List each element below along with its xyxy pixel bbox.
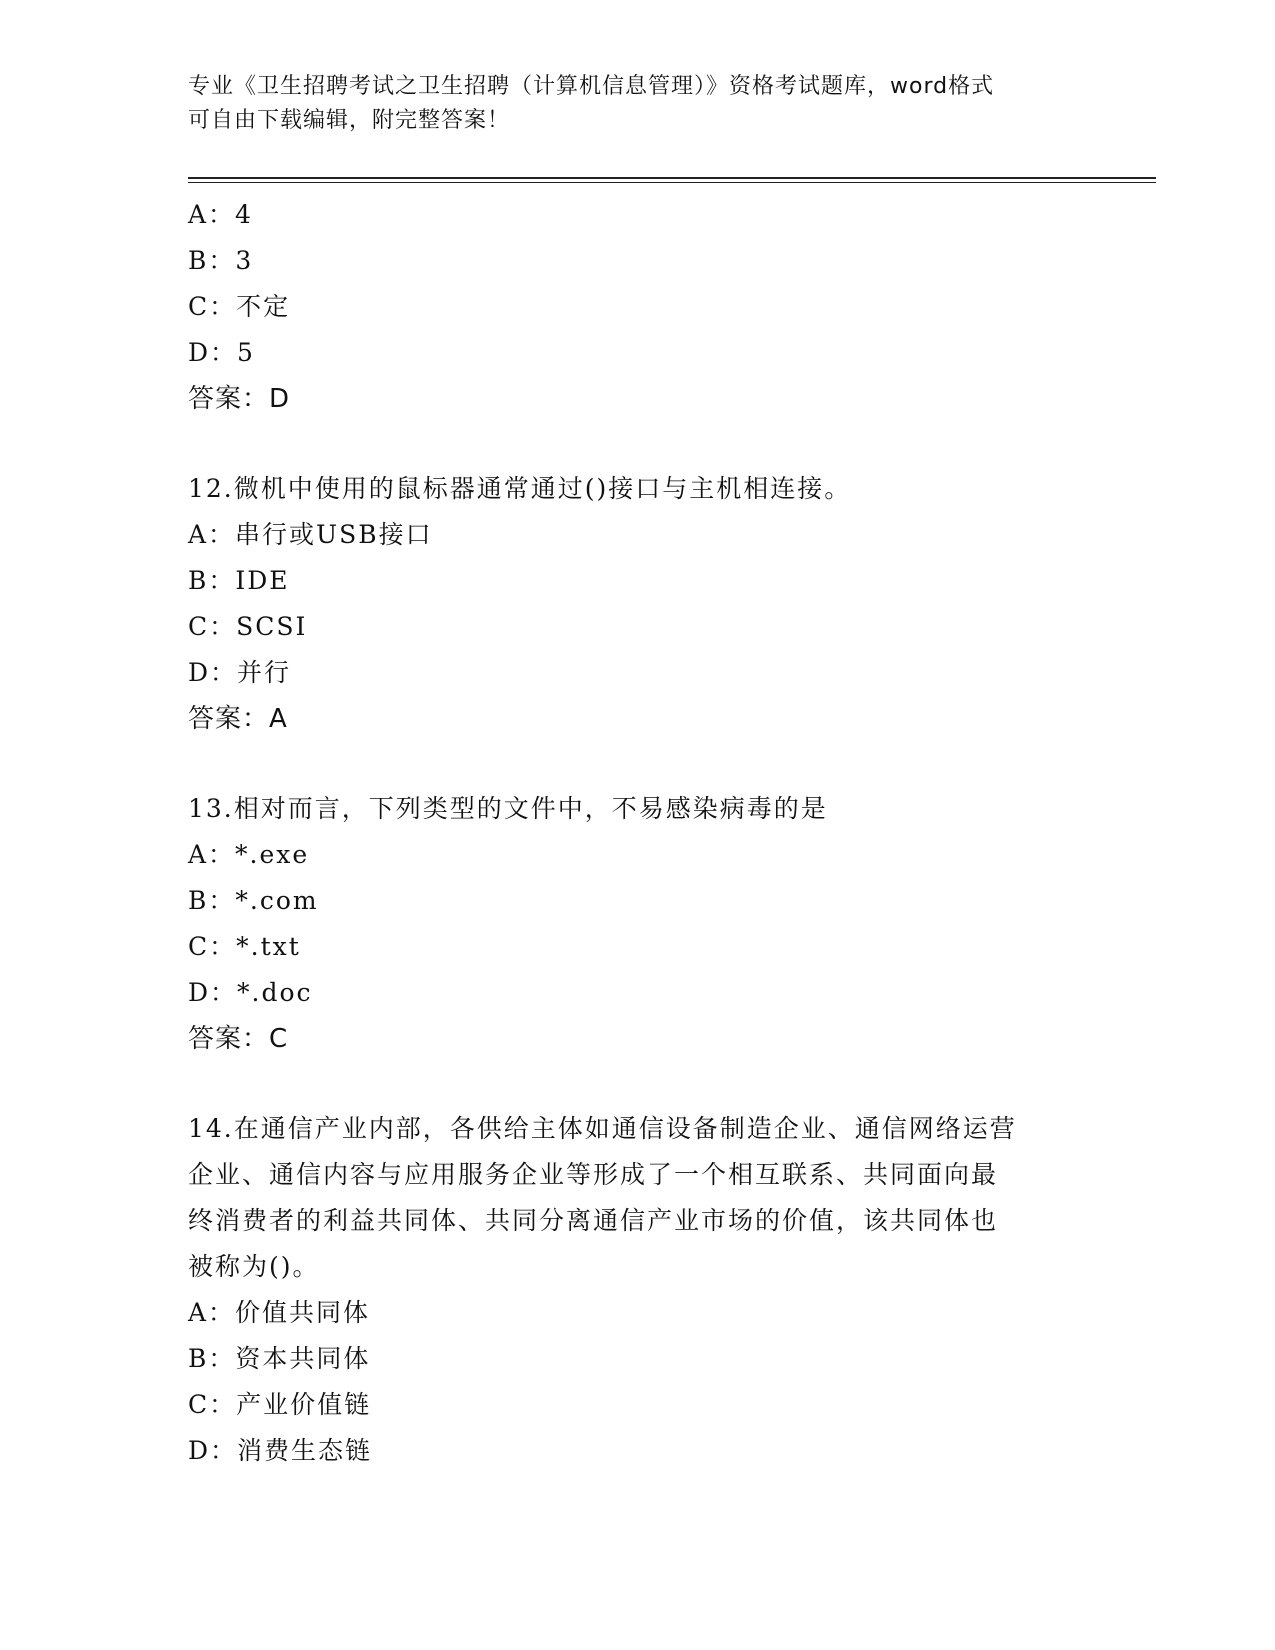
spacer <box>188 1062 1088 1106</box>
option-a: A：*.exe <box>188 840 310 869</box>
question-14 <box>188 1106 1088 1474</box>
option-d: D：消费生态链 <box>188 1436 373 1465</box>
question-stem <box>188 1106 1068 1290</box>
question-stem: 13.相对而言，下列类型的文件中，不易感染病毒的是 <box>188 794 828 823</box>
question-stem-line: 14.在通信产业内部，各供给主体如通信设备制造企业、通信网络运营 <box>188 1114 1017 1143</box>
header-divider-bottom <box>188 182 1156 183</box>
option-b: B：IDE <box>188 566 290 595</box>
option-b: B：资本共同体 <box>188 1344 371 1373</box>
header-title-line-2: 可自由下载编辑，附完整答案！ <box>188 108 511 133</box>
option-d: D：*.doc <box>188 978 313 1007</box>
answer-line: 答案：D <box>188 384 291 414</box>
answer-line: 答案：C <box>188 1024 289 1054</box>
question-list <box>188 192 1088 1474</box>
answer-line: 答案：A <box>188 704 288 734</box>
question-stem: 12.微机中使用的鼠标器通常通过()接口与主机相连接。 <box>188 474 852 503</box>
option-a: A：4 <box>188 200 253 229</box>
option-c: C：*.txt <box>188 932 301 961</box>
option-b: B：3 <box>188 246 254 275</box>
spacer <box>188 742 1088 786</box>
question-stem-line: 企业、通信内容与应用服务企业等形成了一个相互联系、共同面向最 <box>188 1160 999 1189</box>
question-stem-line: 被称为()。 <box>188 1252 320 1281</box>
question-11 <box>188 192 1088 422</box>
option-c: C：不定 <box>188 292 291 321</box>
question-stem-line: 终消费者的利益共同体、共同分离通信产业市场的价值，该共同体也 <box>188 1206 999 1235</box>
option-d: D：5 <box>188 338 255 367</box>
document-header <box>188 70 1068 138</box>
option-a: A：价值共同体 <box>188 1298 371 1327</box>
header-title-line-1: 专业《卫生招聘考试之卫生招聘（计算机信息管理）》资格考试题库，word格式 <box>188 74 995 99</box>
option-c: C：产业价值链 <box>188 1390 372 1419</box>
header-divider-top <box>188 177 1156 179</box>
option-d: D：并行 <box>188 658 292 687</box>
spacer <box>188 422 1088 466</box>
option-b: B：*.com <box>188 886 319 915</box>
question-12 <box>188 466 1088 742</box>
option-c: C：SCSI <box>188 612 308 641</box>
question-13 <box>188 786 1088 1062</box>
option-a: A：串行或USB接口 <box>188 520 433 549</box>
